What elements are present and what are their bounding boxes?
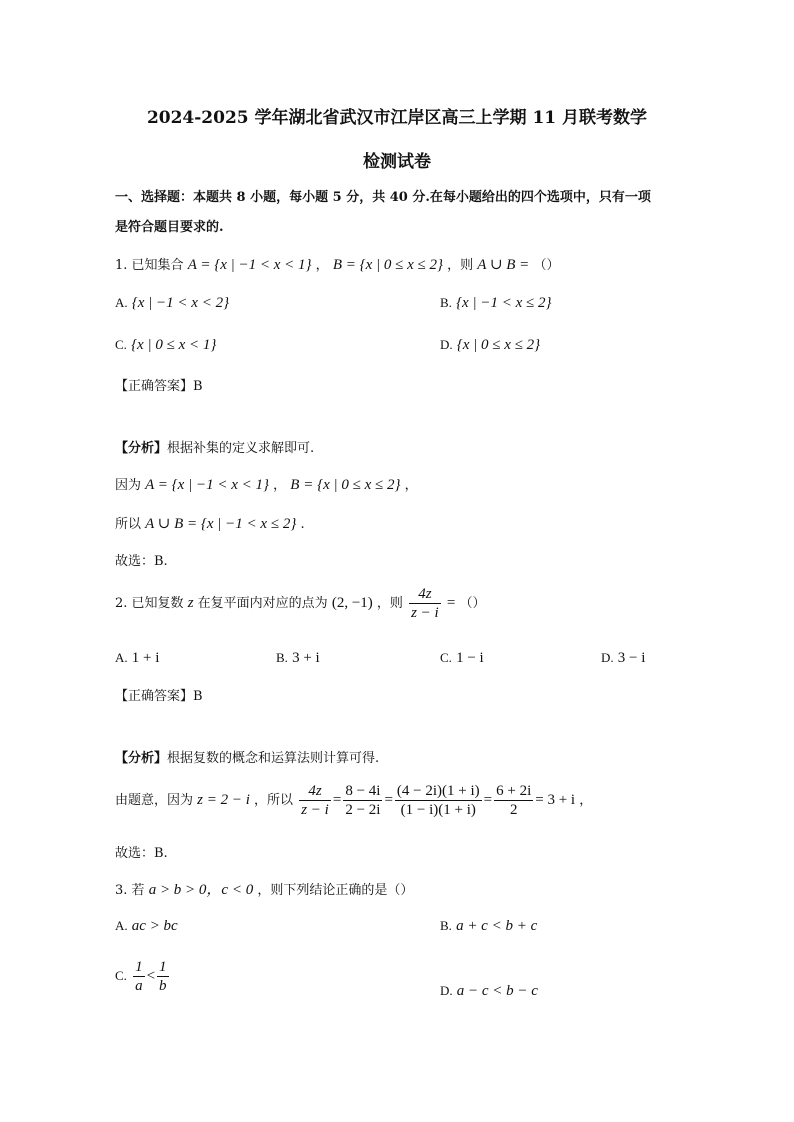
- q2-then: ，则: [376, 596, 403, 611]
- q2-option-d: [601, 650, 645, 667]
- q2-calculation: [115, 782, 592, 819]
- q3-suffix: ，则下列结论正确的是（）: [257, 883, 414, 898]
- fraction-numerator: 6 + 2i: [496, 783, 532, 799]
- q2-fraction: [409, 585, 441, 622]
- equals-sign: =: [483, 792, 493, 808]
- equals-sign: =: [384, 792, 393, 808]
- q2-point: (2, −1): [331, 595, 373, 611]
- calc-end: ，: [579, 793, 593, 808]
- fraction-numerator: (4 − 2i)(1 + i): [396, 783, 480, 799]
- q1-option-c: [115, 337, 216, 354]
- q2-eq: =: [446, 595, 456, 611]
- fraction-denominator: z − i: [411, 605, 439, 621]
- q2-option-c: [440, 650, 484, 667]
- option-label: C.: [115, 337, 127, 352]
- fraction-denominator: (1 − i)(1 + i): [400, 802, 476, 818]
- equals-sign: =: [332, 792, 342, 808]
- q3-prefix: 3. 若: [115, 883, 145, 898]
- option-text: {x | 0 ≤ x < 1}: [131, 337, 217, 353]
- q1-then: ，则: [447, 258, 474, 273]
- option-text: 1 + i: [131, 650, 160, 666]
- because-label: 因为: [115, 478, 142, 493]
- page-title-line2: 检测试卷: [363, 152, 431, 172]
- question-1: [115, 254, 559, 274]
- fraction-denominator: z − i: [301, 802, 329, 818]
- q1-set-a: A = {x | −1 < x < 1}: [187, 257, 312, 273]
- q1-so: [115, 513, 305, 533]
- q3-option-c: [115, 958, 171, 995]
- q1-option-b: [440, 295, 551, 312]
- option-fraction-1: [133, 958, 145, 995]
- because-set-b: B = {x | 0 ≤ x ≤ 2}: [290, 477, 401, 493]
- option-text: {x | −1 < x ≤ 2}: [456, 295, 552, 311]
- option-text: a + c < b + c: [456, 918, 538, 934]
- q1-set-b: B = {x | 0 ≤ x ≤ 2}: [332, 257, 443, 273]
- option-text: 3 + i: [292, 650, 320, 666]
- because-end: ，: [404, 478, 418, 493]
- q2-blank: （）: [459, 596, 486, 611]
- fraction-numerator: 1: [159, 959, 167, 975]
- option-text: ac > bc: [131, 918, 178, 934]
- option-label: D.: [601, 650, 614, 665]
- q2-option-a: [115, 650, 159, 667]
- q2-analysis: [115, 747, 379, 766]
- analysis-label: 【分析】: [115, 751, 168, 766]
- calc-so: ，所以: [254, 793, 294, 808]
- analysis-label: 【分析】: [115, 441, 168, 456]
- section-heading: 一、选择题：本题共 8 小题，每小题 5 分，共 40 分.在每小题给出的四个选项中，只有一项: [115, 190, 651, 205]
- q2-mid: 在复平面内对应的点为: [197, 596, 328, 611]
- fraction-denominator: 2 − 2i: [345, 802, 381, 818]
- fraction-denominator: a: [135, 978, 143, 994]
- option-label: C.: [115, 968, 127, 983]
- calc-fraction-3: [395, 782, 482, 819]
- q1-answer: 【正确答案】B: [115, 379, 203, 394]
- q3-condition: a > b > 0，c < 0: [148, 882, 254, 898]
- because-set-a: A = {x | −1 < x < 1}: [145, 477, 269, 493]
- option-label: C.: [440, 650, 452, 665]
- q1-because: [115, 474, 418, 494]
- analysis-text: 根据复数的概念和运算法则计算可得.: [167, 751, 380, 766]
- option-fraction-2: [157, 958, 169, 995]
- q1-option-d: [440, 337, 540, 354]
- q1-expr: A ∪ B =: [477, 257, 530, 273]
- q1-sep: ，: [315, 258, 329, 273]
- fraction-numerator: 4z: [299, 782, 331, 801]
- calc-fraction-2: [343, 782, 382, 819]
- option-text: {x | −1 < x < 2}: [131, 295, 230, 311]
- analysis-text: 根据补集的定义求解即可.: [167, 441, 315, 456]
- fraction-numerator: 8 − 4i: [345, 783, 381, 799]
- fraction-numerator: 4z: [409, 585, 441, 604]
- option-text: 1 − i: [456, 650, 484, 666]
- q1-blank: （）: [533, 258, 560, 273]
- calc-result: = 3 + i: [535, 792, 576, 808]
- q3-option-d: [440, 983, 538, 1000]
- calc-prefix: 由题意，因为: [115, 793, 194, 808]
- so-label: 所以: [115, 517, 142, 532]
- because-sep: ，: [273, 478, 287, 493]
- fraction-numerator: 1: [135, 959, 143, 975]
- q2-z: z: [187, 595, 194, 611]
- option-label: D.: [440, 983, 453, 998]
- question-3: [115, 878, 413, 899]
- option-label: B.: [440, 295, 452, 310]
- so-end: .: [300, 517, 305, 532]
- q2-answer: 【正确答案】B: [115, 689, 203, 704]
- q1-choose: 故选：B.: [115, 554, 168, 569]
- option-text: 3 − i: [617, 650, 646, 666]
- q2-choose: 故选：B.: [115, 846, 168, 861]
- option-label: A.: [115, 295, 128, 310]
- section-heading-cont: 是符合题目要求的.: [115, 220, 224, 235]
- so-expr: A ∪ B = {x | −1 < x ≤ 2}: [145, 516, 297, 532]
- option-label: D.: [440, 337, 453, 352]
- calc-z: z = 2 − i: [197, 792, 250, 808]
- q1-option-a: [115, 295, 229, 312]
- option-text: {x | 0 ≤ x ≤ 2}: [456, 337, 541, 353]
- option-label: A.: [115, 918, 128, 933]
- q3-option-b: [440, 918, 537, 935]
- q3-option-a: [115, 918, 178, 935]
- q1-prefix: 1. 已知集合: [115, 258, 184, 273]
- option-text: a − c < b − c: [456, 983, 538, 999]
- q2-option-b: [276, 650, 320, 667]
- option-label: B.: [440, 918, 452, 933]
- q1-analysis: [115, 437, 314, 456]
- question-2: [115, 585, 485, 622]
- fraction-denominator: b: [159, 978, 167, 994]
- q2-prefix: 2. 已知复数: [115, 596, 184, 611]
- option-label: B.: [276, 650, 288, 665]
- calc-fraction-1: [299, 782, 331, 819]
- page-title: 2024-2025 学年湖北省武汉市江岸区高三上学期 11 月联考数学: [146, 108, 648, 128]
- calc-fraction-4: [494, 782, 533, 819]
- fraction-denominator: 2: [509, 802, 518, 818]
- less-than-sign: <: [146, 968, 156, 984]
- option-label: A.: [115, 650, 128, 665]
